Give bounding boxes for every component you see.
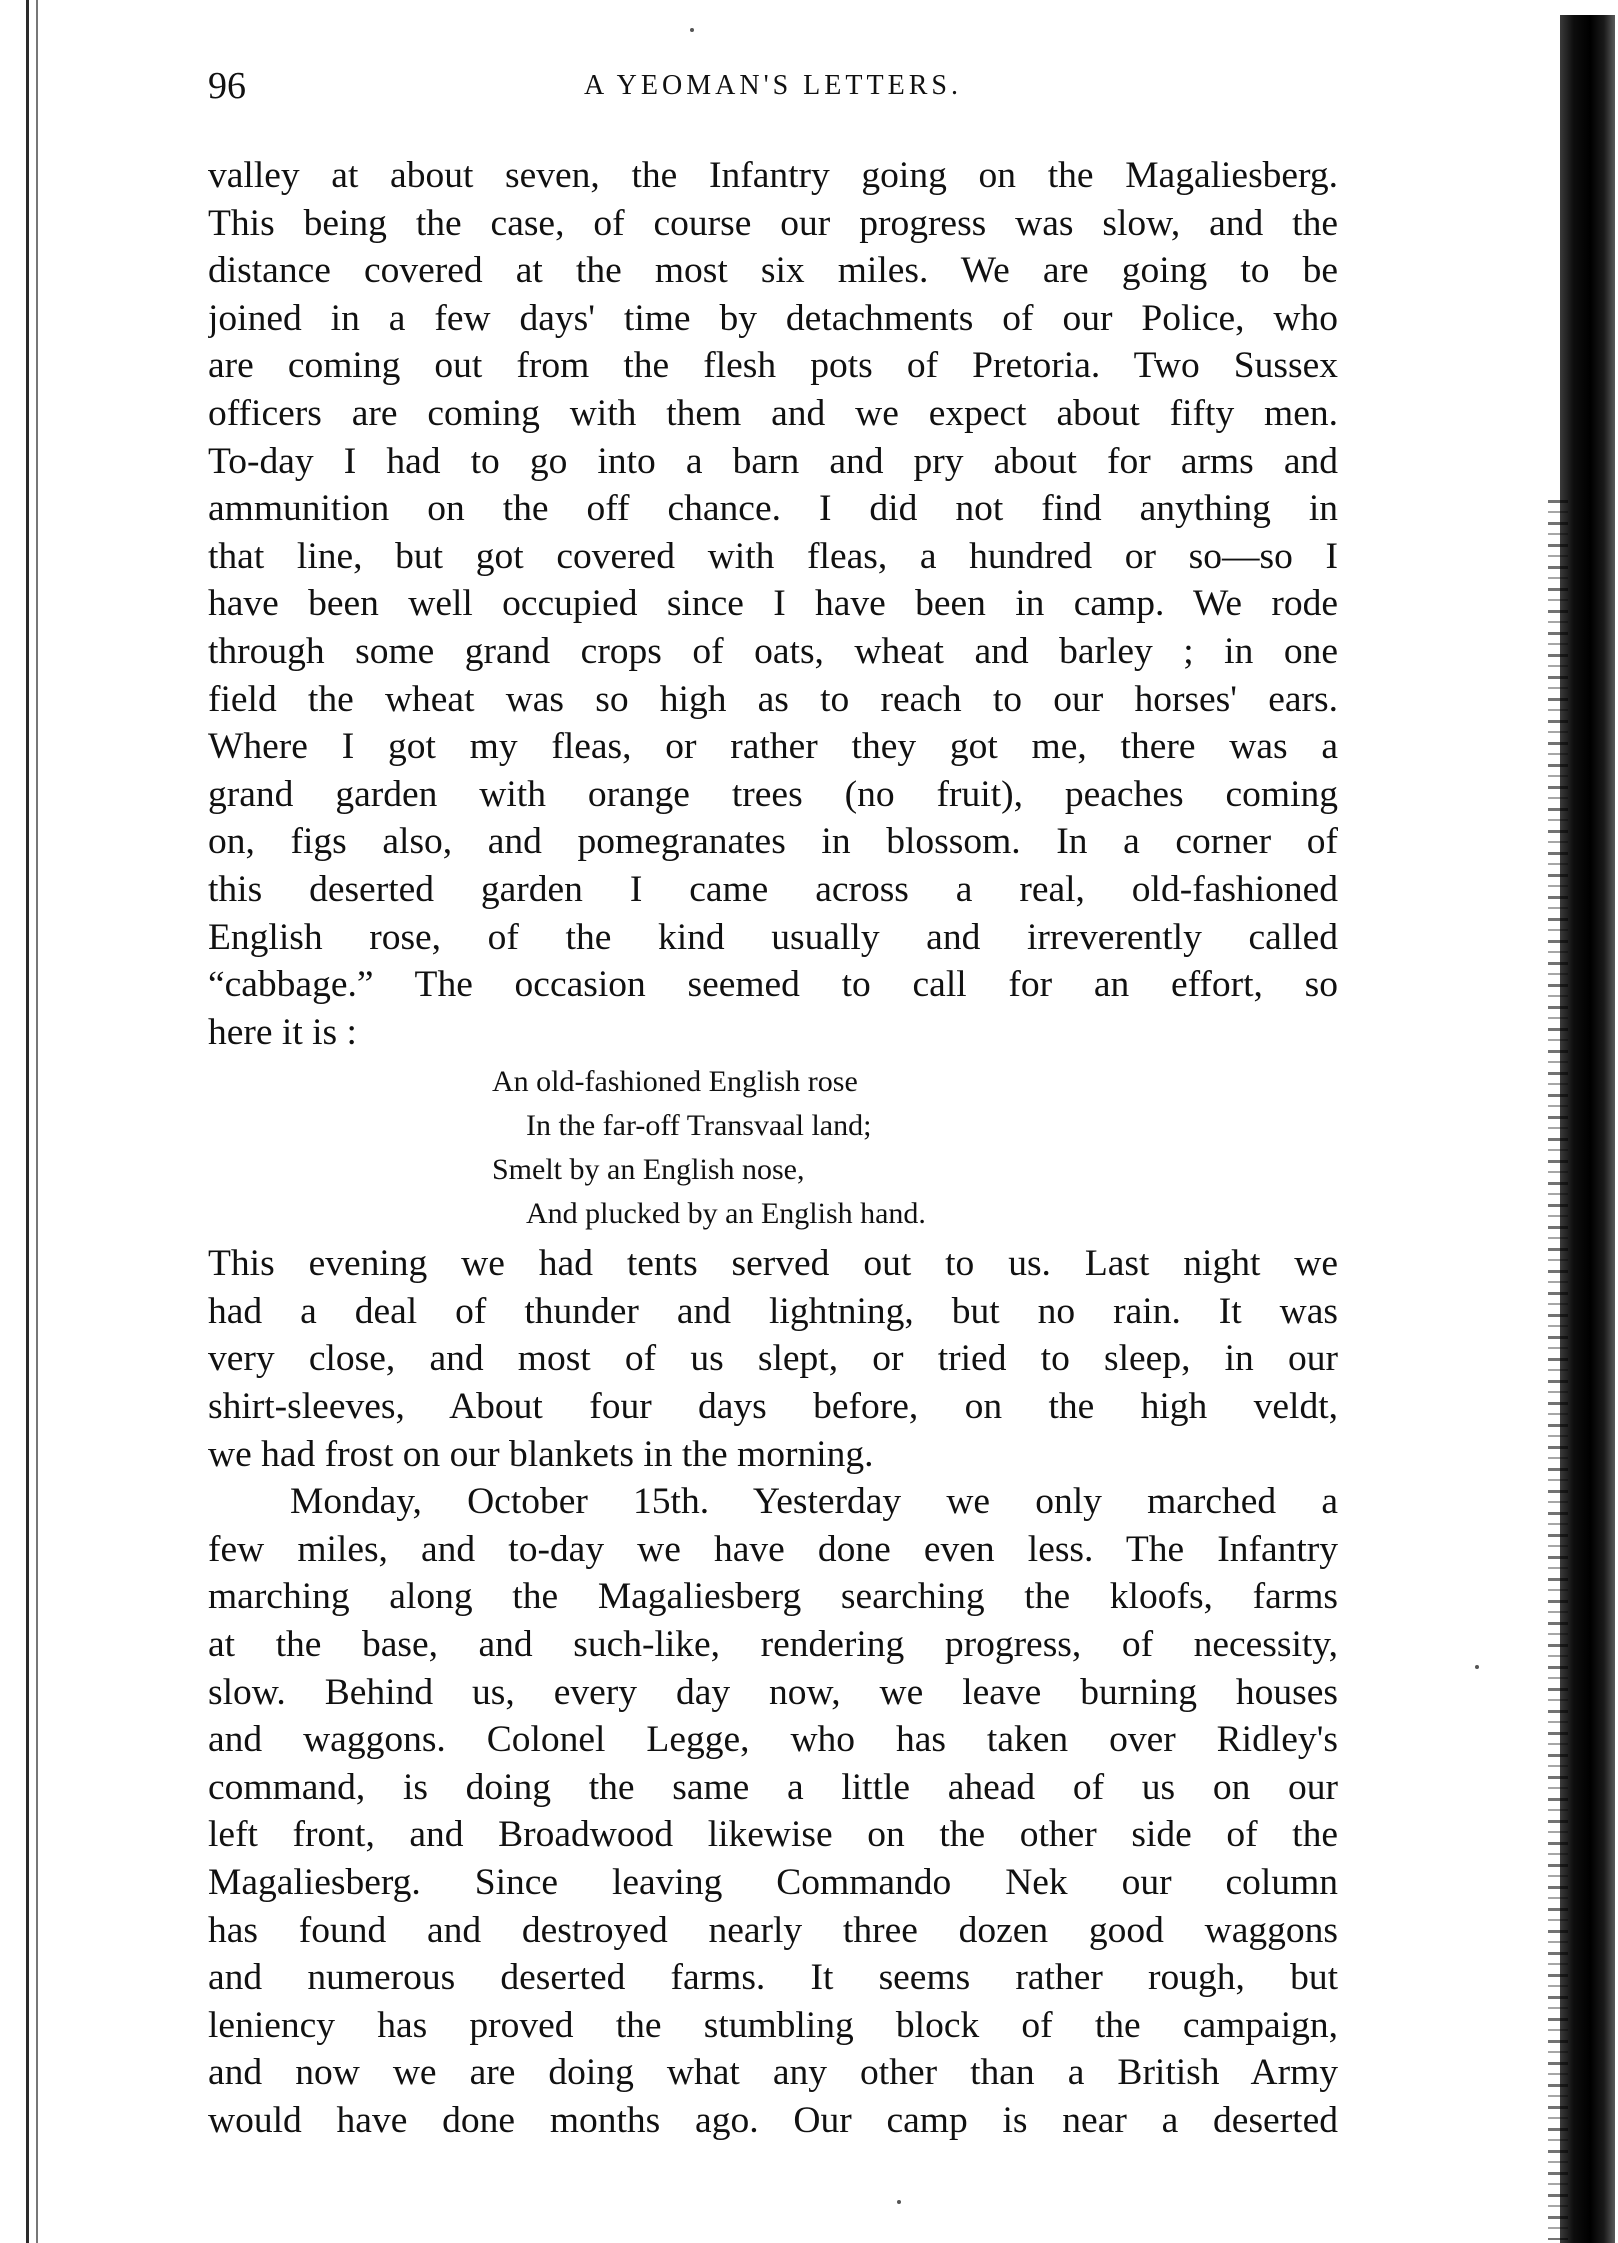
text-line: through some grand crops of oats, wheat and barley ; in one <box>208 630 1338 672</box>
text-line: leniency has proved the stumbling block of the campaign, <box>208 2004 1338 2046</box>
poem-line: An old-fashioned English rose <box>492 1065 858 1099</box>
text-line: Where I got my fleas, or rather they got me, there was a <box>208 726 1338 768</box>
text-line: Magaliesberg. Since leaving Commando Nek our column <box>208 1862 1338 1903</box>
paragraph-2 <box>208 1240 1338 1478</box>
text-line: field the wheat was so high as to reach to our horses' ears. <box>208 678 1338 720</box>
binding-gutter-line <box>26 0 29 2243</box>
body-text <box>208 152 1338 2145</box>
text-line: left front, and Broadwood likewise on the other side of the <box>208 1814 1338 1856</box>
text-line: This being the case, of course our progress was slow, and the <box>208 202 1338 244</box>
text-line: and now we are doing what any other than a British Army <box>208 2052 1338 2094</box>
text-line: This evening we had tents served out to us. Last night we <box>208 1243 1338 1285</box>
text-line: valley at about seven, the Infantry going on the Magaliesberg. <box>208 155 1338 196</box>
text-line: had a deal of thunder and lightning, but no rain. It was <box>208 1290 1338 1332</box>
text-line: slow. Behind us, every day now, we leave burning houses <box>208 1671 1338 1713</box>
text-line: officers are coming with them and we expect about fifty men. <box>208 392 1338 434</box>
text-line: are coming out from the flesh pots of Pretoria. Two Sussex <box>208 345 1338 387</box>
scan-speck <box>897 2200 901 2204</box>
scan-speck <box>690 28 694 32</box>
text-line: have been well occupied since I have been in camp. We rode <box>208 583 1338 625</box>
text-line: this deserted garden I came across a real, old-fashioned <box>208 868 1338 910</box>
text-line: To-day I had to go into a barn and pry about for arms and <box>208 440 1338 482</box>
poem-line: Smelt by an English nose, <box>492 1153 805 1187</box>
text-line: and numerous deserted farms. It seems rather rough, but <box>208 1957 1338 1999</box>
paragraph-1 <box>208 152 1338 1056</box>
scan-speck <box>1475 1665 1479 1669</box>
text-line: shirt-sleeves, About four days before, on the high veldt, <box>208 1386 1338 1428</box>
text-line: that line, but got covered with fleas, a hundred or so—so I <box>208 535 1338 577</box>
text-line: distance covered at the most six miles. We are going to be <box>208 250 1338 292</box>
page-edge-speckle <box>1548 500 1568 2240</box>
text-line: marching along the Magaliesberg searching the kloofs, farms <box>208 1576 1338 1618</box>
poem <box>208 1056 1338 1240</box>
page-header <box>208 62 1338 122</box>
text-line: joined in a few days' time by detachments of our Police, who <box>208 297 1338 339</box>
text-line: command, is doing the same a little ahead of us on our <box>208 1766 1338 1808</box>
text-line: few miles, and to-day we have done even less. The Infantry <box>208 1528 1338 1570</box>
text-line: here it is : <box>208 1011 357 1053</box>
text-line: grand garden with orange trees (no fruit), peaches coming <box>208 773 1338 815</box>
text-line: “cabbage.” The occasion seemed to call for an effort, so <box>208 964 1338 1006</box>
text-line: very close, and most of us slept, or tried to sleep, in our <box>208 1338 1338 1380</box>
text-line: ammunition on the off chance. I did not find anything in <box>208 488 1338 530</box>
text-line: at the base, and such-like, rendering progress, of necessity, <box>208 1624 1338 1666</box>
text-line: has found and destroyed nearly three dozen good waggons <box>208 1909 1338 1951</box>
text-line: English rose, of the kind usually and irreverently called <box>208 916 1338 958</box>
text-line: on, figs also, and pomegranates in blossom. In a corner of <box>208 821 1338 863</box>
poem-line: In the far-off Transvaal land; <box>526 1109 872 1143</box>
text-line: Monday, October 15th. Yesterday we only marched a <box>290 1481 1338 1523</box>
binding-gutter-line-inner <box>36 0 38 2243</box>
running-head: A YEOMAN'S LETTERS. <box>584 70 962 101</box>
text-line: would have done months ago. Our camp is near a deserted <box>208 2099 1338 2141</box>
page-number: 96 <box>208 65 246 107</box>
paragraph-3 <box>208 1478 1338 2144</box>
text-line: we had frost on our blankets in the morning. <box>208 1433 874 1475</box>
poem-line: And plucked by an English hand. <box>526 1197 926 1231</box>
text-line: and waggons. Colonel Legge, who has taken over Ridley's <box>208 1719 1338 1761</box>
page-edge-shadow <box>1560 15 1615 2243</box>
